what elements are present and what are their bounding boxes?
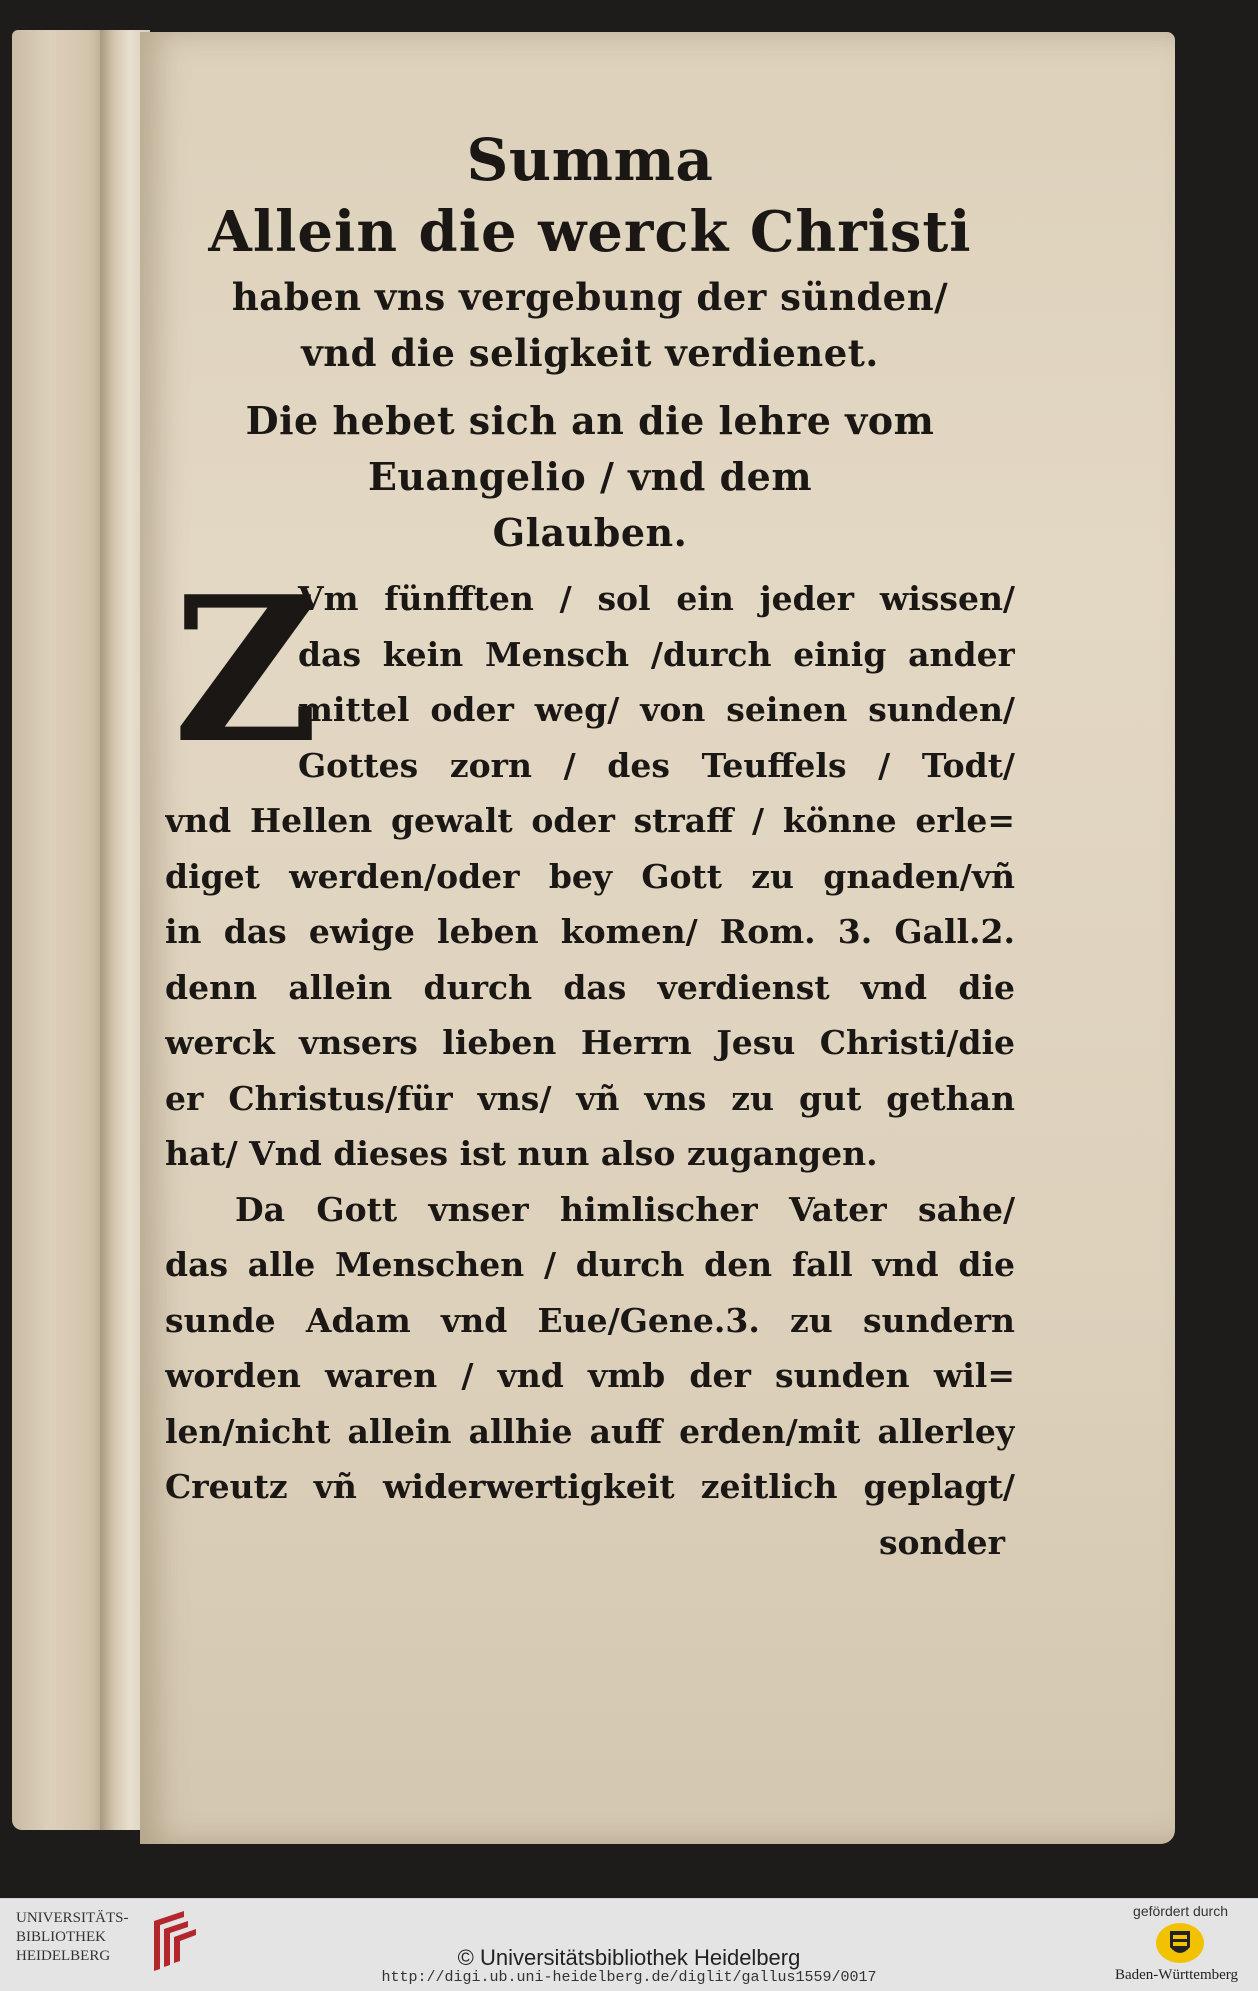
body-line: worden waren / vnd vmb der sunden wil=: [165, 1356, 1015, 1395]
library-name-line: HEIDELBERG: [16, 1948, 111, 1964]
library-name-line: BIBLIOTHEK: [16, 1929, 106, 1945]
subtitle-line-2: Euangelio / vnd dem: [367, 454, 813, 499]
body-line: werck vnsers lieben Herrn Jesu Christi/die: [165, 1023, 1015, 1062]
permalink-url[interactable]: http://digi.ub.uni-heidelberg.de/diglit/gallus1559/0017: [381, 1969, 877, 1986]
body-line: Creutz vñ widerwertigkeit zeitlich geplagt/: [165, 1467, 1015, 1506]
state-coat-of-arms-icon: [1154, 1921, 1206, 1965]
sponsor-name: Baden-Württemberg: [1114, 1967, 1238, 1983]
body-line: mittel oder weg/ von seinen sunden/: [298, 690, 1015, 729]
body-line: das kein Mensch /durch einig ander: [298, 634, 1015, 674]
body-line: er Christus/für vns/ vñ vns zu gut gethan: [165, 1078, 1015, 1118]
copyright-text: © Universitätsbibliothek Heidelberg: [457, 1945, 801, 1970]
body-text: [165, 553, 1015, 1570]
sponsor-label: gefördert durch: [1133, 1903, 1228, 1919]
body-line: das alle Menschen / durch den fall vnd die: [165, 1245, 1015, 1284]
body-line: len/nicht allein allhie auff erden/mit allerley: [165, 1411, 1015, 1451]
title-line-4: vnd die seligkeit verdienet.: [301, 331, 879, 375]
subtitle-line-1: Die hebet sich an die lehre vom: [245, 398, 935, 443]
decorated-initial: Z: [173, 553, 319, 788]
body-line: Da Gott vnser himlischer Vater sahe/: [235, 1189, 1015, 1229]
catchword: sonder: [878, 1522, 1005, 1562]
body-line: Vm fünfften / sol ein jeder wissen/: [298, 579, 1015, 618]
footer-bar: [0, 1898, 1258, 1991]
body-line: Gottes zorn / des Teuffels / Todt/: [298, 745, 1015, 785]
body-line: hat/ Vnd dieses ist nun also zugangen.: [165, 1134, 878, 1173]
left-page-edge: [12, 30, 107, 1830]
body-line: in das ewige leben komen/ Rom. 3. Gall.2.: [165, 912, 1015, 951]
body-line: sunde Adam vnd Eue/Gene.3. zu sundern: [165, 1300, 1015, 1340]
title-line-3: haben vns vergebung der sünden/: [231, 275, 949, 319]
title-line-1: Summa: [466, 126, 714, 194]
body-line: denn allein durch das verdienst vnd die: [165, 967, 1015, 1007]
library-name-line: UNIVERSITÄTS-: [16, 1910, 129, 1926]
body-line: vnd Hellen gewalt oder straff / könne erle=: [165, 801, 1015, 840]
subtitle-line-3: Glauben.: [492, 510, 688, 555]
page-text: [165, 125, 1015, 1570]
title-line-2: Allein die werck Christi: [208, 199, 972, 265]
body-line: diget werden/oder bey Gott zu gnaden/vñ: [165, 856, 1015, 896]
